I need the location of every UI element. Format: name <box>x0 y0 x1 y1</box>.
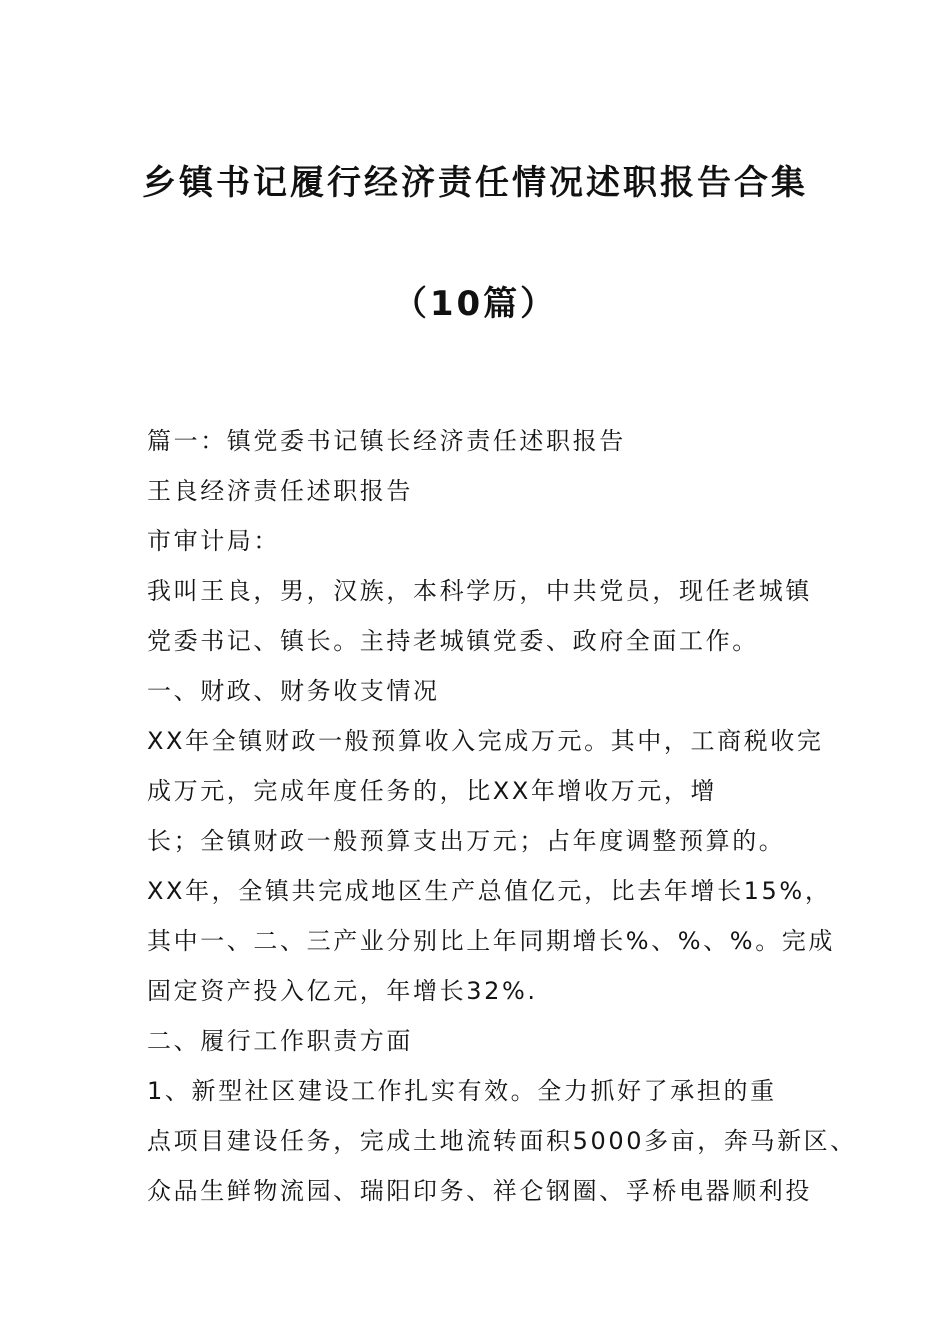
paragraph-line: XX年，全镇共完成地区生产总值亿元，比去年增长15%， <box>147 877 832 905</box>
section-heading-part-one: 篇一：镇党委书记镇长经济责任述职报告 <box>147 427 626 455</box>
paragraph-line: 我叫王良，男，汉族，本科学历，中共党员，现任老城镇 <box>147 577 812 605</box>
paragraph-line: 长；全镇财政一般预算支出万元；占年度调整预算的。 <box>147 827 786 855</box>
paragraph-line: XX年全镇财政一般预算收入完成万元。其中，工商税收完 <box>147 727 824 755</box>
document-body <box>147 416 857 1216</box>
paragraph-line: 点项目建设任务，完成土地流转面积5000多亩，奔马新区、 <box>147 1127 857 1155</box>
paragraph-line: 众品生鲜物流园、瑞阳印务、祥仑钢圈、孚桥电器顺利投 <box>147 1177 812 1205</box>
paragraph-line: 其中一、二、三产业分别比上年同期增长%、%、%。完成 <box>147 927 836 955</box>
paragraph-line: 1、新型社区建设工作扎实有效。全力抓好了承担的重 <box>147 1077 777 1105</box>
salutation: 市审计局： <box>147 527 280 555</box>
section-heading-duties: 二、履行工作职责方面 <box>147 1027 413 1055</box>
section-heading-finance: 一、财政、财务收支情况 <box>147 677 440 705</box>
paragraph-line: 党委书记、镇长。主持老城镇党委、政府全面工作。 <box>147 627 759 655</box>
paragraph-line: 成万元，完成年度任务的，比XX年增收万元，增 <box>147 777 718 805</box>
document-title: 乡镇书记履行经济责任情况述职报告合集 <box>142 163 808 203</box>
paragraph-line: 固定资产投入亿元，年增长32%. <box>147 977 538 1005</box>
report-title: 王良经济责任述职报告 <box>147 477 413 505</box>
document-subtitle: （10篇） <box>392 284 558 324</box>
